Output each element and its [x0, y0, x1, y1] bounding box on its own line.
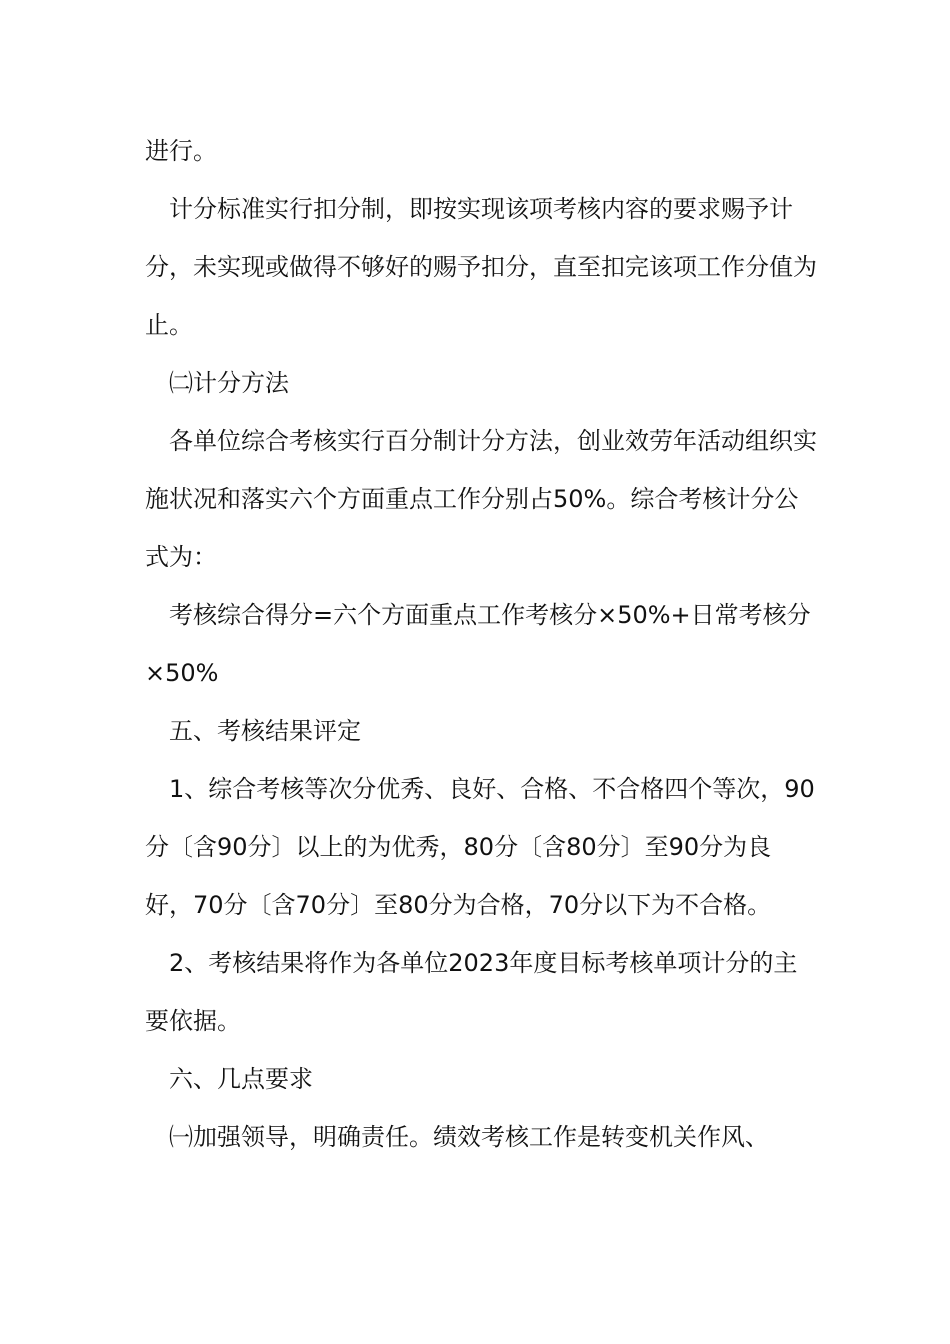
paragraph-formula: 考核综合得分=六个方面重点工作考核分×50%+日常考核分×50% [145, 601, 811, 687]
heading-scoring-method: ㈡计分方法 [169, 369, 289, 397]
document-body [145, 122, 817, 1166]
heading-result-evaluation: 五、考核结果评定 [169, 717, 361, 745]
heading-requirements: 六、几点要求 [169, 1065, 313, 1093]
paragraph-leadership: ㈠加强领导，明确责任。绩效考核工作是转变机关作风、 [169, 1123, 769, 1151]
paragraph-scoring-method: 各单位综合考核实行百分制计分方法，创业效劳年活动组织实施状况和落实六个方面重点工作分别占50%。综合考核计分公式为： [145, 427, 817, 571]
paragraph-result-usage: 2、考核结果将作为各单位2023年度目标考核单项计分的主要依据。 [145, 949, 798, 1035]
paragraph-continuation: 进行。 [145, 137, 217, 165]
paragraph-grade-levels: 1、综合考核等次分优秀、良好、合格、不合格四个等次，90分〔含90分〕以上的为优秀，80分〔含80分〕至90分为良好，70分〔含70分〕至80分为合格，70分以下为不合格。 [145, 775, 815, 919]
paragraph-scoring-standard: 计分标准实行扣分制，即按实现该项考核内容的要求赐予计分，未实现或做得不够好的赐予扣分，直至扣完该项工作分值为止。 [145, 195, 817, 339]
